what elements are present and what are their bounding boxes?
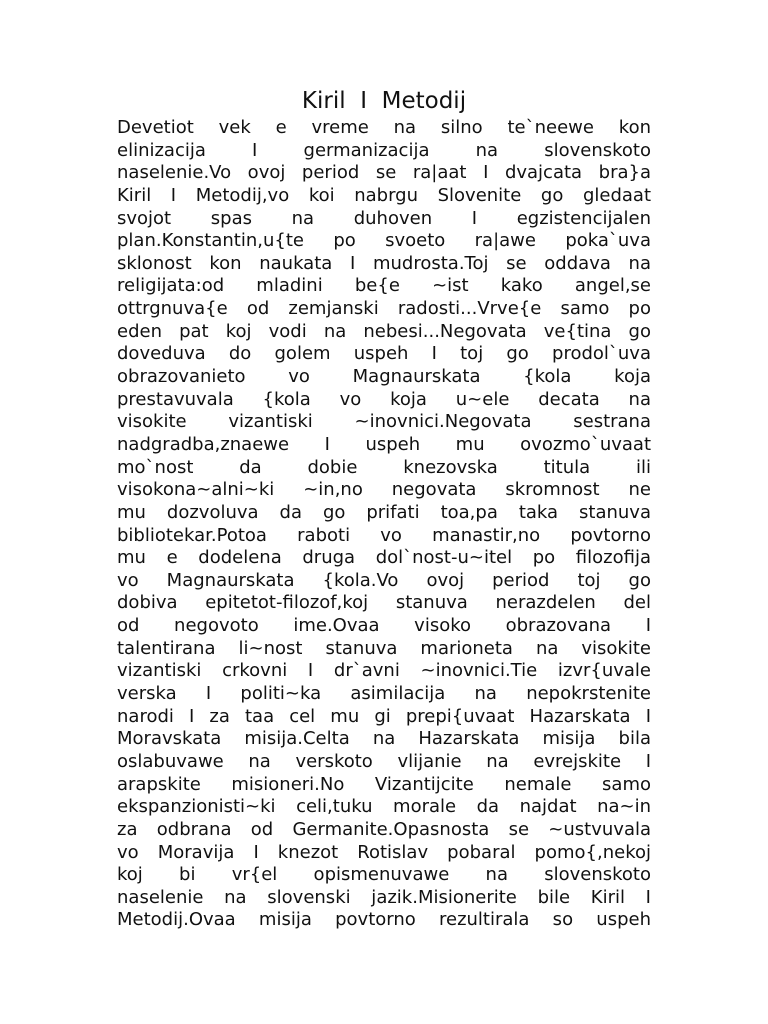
text-line: sklonost kon naukata I mudrosta.Toj se oddava na bbox=[117, 252, 651, 274]
text-line: od negovoto ime.Ovaa visoko obrazovana I bbox=[117, 615, 651, 637]
text-line: plan.Konstantin,u{te po svoeto ra|awe poka`uva bbox=[117, 230, 651, 252]
text-line: naselenie.Vo ovoj period se ra|aat I dvajcata bra}a bbox=[117, 162, 651, 184]
text-line: Devetiot vek e vreme na silno te`neewe kon bbox=[117, 117, 651, 138]
page-title: Kiril I Metodij bbox=[301, 88, 467, 114]
text-line: vizantiski crkovni I dr`avni ~inovnici.Tie izvr{uvale bbox=[117, 660, 651, 682]
text-line: narodi I za taa cel mu gi prepi{uvaat Hazarskata I bbox=[117, 705, 651, 727]
text-line: vo Magnaurskata {kola.Vo ovoj period toj go bbox=[117, 569, 651, 591]
text-line: mo`nost da dobie knezovska titula ili bbox=[117, 456, 651, 478]
text-line: dobiva epitetot-filozof,koj stanuva nerazdelen del bbox=[117, 592, 651, 614]
body-paragraph bbox=[117, 117, 651, 932]
text-line: Metodij.Ovaa misija povtorno rezultirala so uspeh bbox=[117, 909, 651, 931]
text-line: Moravskata misija.Celta na Hazarskata misija bila bbox=[117, 728, 651, 750]
text-line: talentirana li~nost stanuva marioneta na visokite bbox=[117, 637, 651, 659]
text-line: religijata:od mladini be{e ~ist kako angel,se bbox=[117, 275, 651, 297]
text-line: verska I politi~ka asimilacija na nepokrstenite bbox=[117, 683, 651, 705]
text-line: oslabuvawe na verskoto vlijanie na evrejskite I bbox=[117, 750, 651, 772]
text-line: mu dozvoluva da go prifati toa,pa taka stanuva bbox=[117, 501, 651, 523]
text-line: ottrgnuva{e od zemjanski radosti...Vrve{e samo po bbox=[117, 298, 651, 320]
text-line: arapskite misioneri.No Vizantijcite nemale samo bbox=[117, 773, 651, 795]
text-line: bibliotekar.Potoa raboti vo manastir,no povtorno bbox=[117, 524, 651, 546]
text-line: obrazovanieto vo Magnaurskata {kola koja bbox=[117, 366, 651, 388]
text-line: doveduva do golem uspeh I toj go prodol`uva bbox=[117, 343, 651, 365]
text-line: Kiril I Metodij,vo koi nabrgu Slovenite go gledaat bbox=[117, 184, 651, 206]
text-line: elinizacija I germanizacija na slovenskoto bbox=[117, 139, 651, 161]
text-line: vo Moravija I knezot Rotislav pobaral pomo{,nekoj bbox=[117, 841, 651, 863]
text-line: visokona~alni~ki ~in,no negovata skromnost ne bbox=[117, 479, 651, 501]
text-line: za odbrana od Germanite.Opasnosta se ~ustvuvala bbox=[117, 818, 651, 840]
text-line: svojot spas na duhoven I egzistencijalen bbox=[117, 207, 651, 229]
text-line: mu e dodelena druga dol`nost-u~itel po filozofija bbox=[117, 547, 651, 569]
text-line: nadgradba,znaewe I uspeh mu ovozmo`uvaat bbox=[117, 433, 651, 455]
text-line: naselenie na slovenski jazik.Misionerite bile Kiril I bbox=[117, 886, 651, 908]
text-line: prestavuvala {kola vo koja u~ele decata na bbox=[117, 388, 651, 410]
text-line: visokite vizantiski ~inovnici.Negovata sestrana bbox=[117, 411, 651, 433]
text-line: koj bi vr{el opismenuvawe na slovenskoto bbox=[117, 864, 651, 886]
text-line: ekspanzionisti~ki celi,tuku morale da najdat na~in bbox=[117, 796, 651, 818]
text-line: eden pat koj vodi na nebesi...Negovata ve{tina go bbox=[117, 320, 651, 342]
